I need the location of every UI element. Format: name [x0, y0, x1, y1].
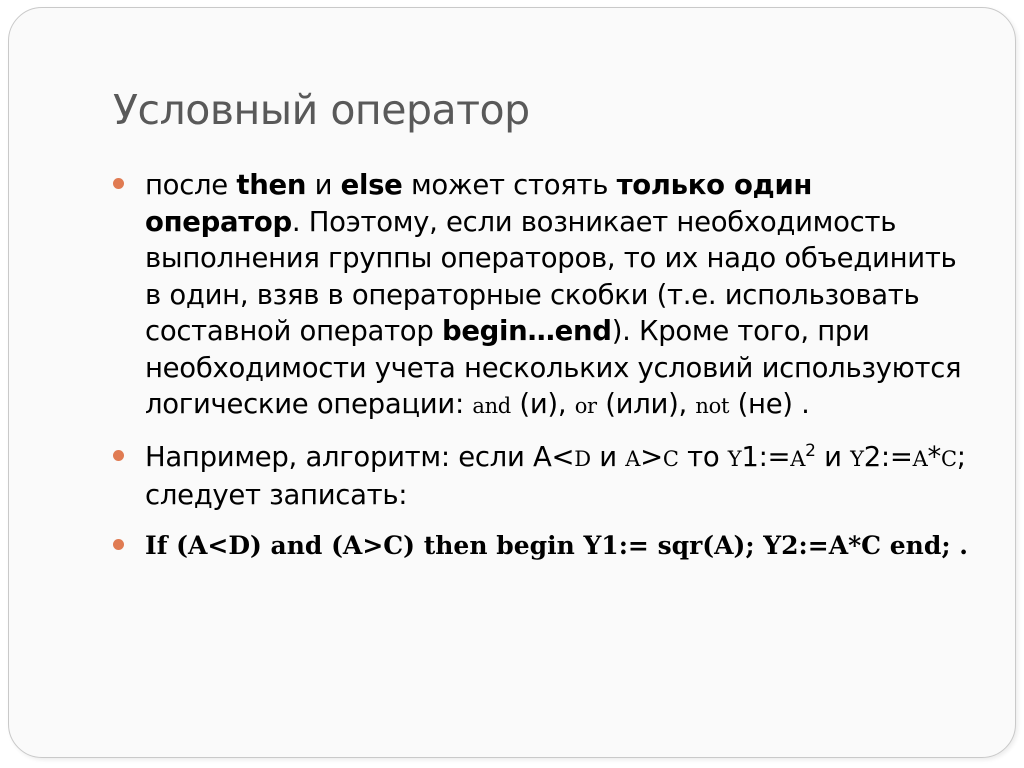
text: после: [145, 169, 237, 201]
text: и: [815, 440, 851, 473]
code-line: If (A<D) and (A>C) then begin Y1:= sqr(A); Y2:=A*C end; .: [145, 530, 968, 560]
text: то: [678, 440, 728, 473]
var-c: C: [940, 446, 957, 471]
var-a: A: [912, 446, 928, 471]
slide-title: Условный оператор: [113, 86, 530, 134]
keyword-begin-end: begin…end: [441, 315, 612, 347]
text: . Поэтому, если возникает необходимость выполнения группы операторов, то их надо объединить в один, взяв в операторные скобки (т.е. использовать составной оператор: [145, 205, 957, 347]
text: (или),: [596, 388, 696, 420]
var-y: Y: [850, 446, 864, 471]
superscript-2: 2: [805, 440, 816, 461]
var-a: A: [790, 446, 806, 471]
text: *: [927, 440, 941, 473]
text: >: [640, 440, 663, 473]
bullet-example: [112, 439, 972, 514]
text: может стоять: [402, 169, 617, 201]
var-d: D: [574, 446, 591, 471]
bullet-dot-icon: [113, 450, 124, 461]
keyword-or: or: [574, 394, 597, 418]
var-c: C: [662, 446, 679, 471]
text: и: [590, 440, 626, 473]
bullet-dot-icon: [113, 178, 124, 189]
keyword-then: then: [236, 169, 307, 201]
text: ; следует записать:: [145, 440, 966, 511]
keyword-and: and: [472, 394, 511, 418]
text: и: [306, 169, 341, 201]
bullet-then-else: [112, 167, 972, 425]
keyword-not: not: [695, 394, 730, 418]
bullet-list: [112, 167, 972, 578]
text: 1:=: [741, 440, 791, 473]
var-a: A: [625, 446, 641, 471]
bullet-code: [112, 528, 972, 564]
text: Например, алгоритм: если А<: [145, 440, 575, 473]
text: (не) .: [729, 388, 810, 420]
text: 2:=: [863, 440, 913, 473]
emphasis-only-one-operator: только один оператор: [145, 169, 813, 238]
text: ). Кроме того, при необходимости учета нескольких условий используются логические операции:: [145, 315, 962, 420]
bullet-dot-icon: [113, 539, 124, 550]
text: (и),: [510, 388, 575, 420]
var-y: Y: [727, 446, 742, 471]
keyword-else: else: [340, 169, 403, 201]
